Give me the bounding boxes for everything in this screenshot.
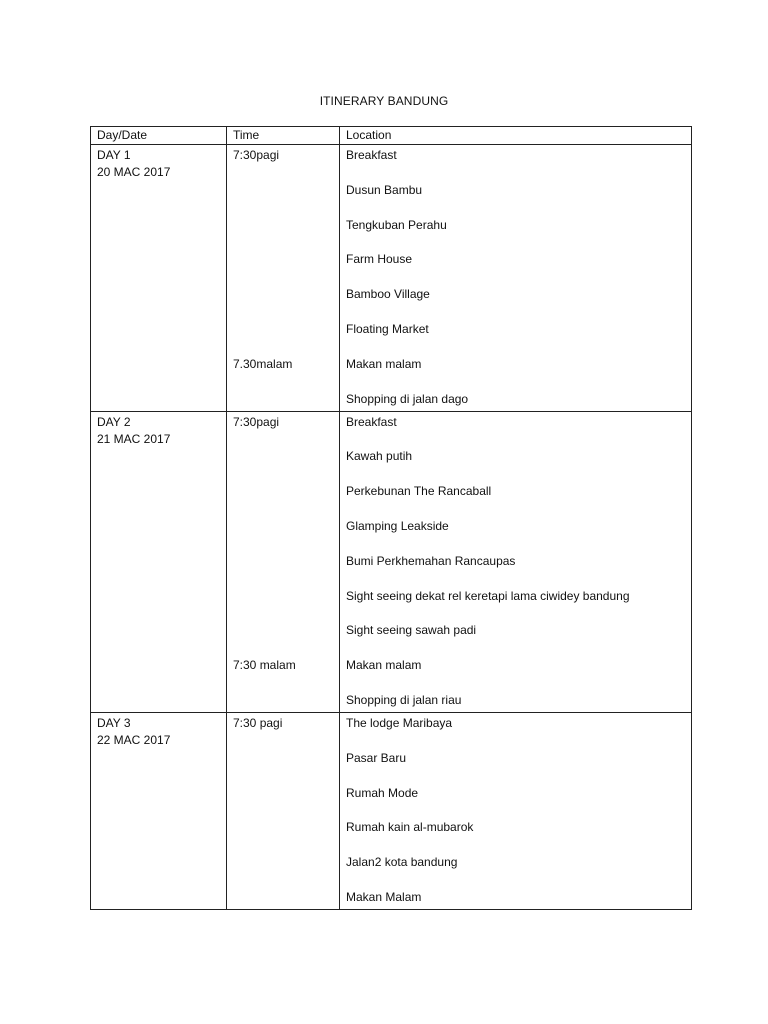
day-date: 22 MAC 2017	[97, 732, 171, 747]
header-location: Location	[340, 127, 692, 145]
location-cell	[340, 145, 692, 412]
location-item: Shopping di jalan dago	[346, 391, 469, 406]
document-title: ITINERARY BANDUNG	[319, 94, 449, 108]
day-date: 21 MAC 2017	[97, 431, 171, 446]
day-cell	[91, 411, 227, 712]
day-label: DAY 3	[97, 715, 131, 730]
time-evening: 7:30 malam	[233, 658, 296, 673]
location-item: Rumah kain al-mubarok	[346, 820, 474, 835]
location-item: Rumah Mode	[346, 785, 419, 800]
location-item: Sight seeing sawah padi	[346, 623, 477, 638]
table-row-day-1	[91, 145, 692, 412]
location-cell	[340, 411, 692, 712]
location-item: Floating Market	[346, 321, 429, 336]
location-item: Makan malam	[346, 658, 422, 673]
location-item: Sight seeing dekat rel keretapi lama ciwidey bandung	[346, 588, 630, 603]
location-item: Makan malam	[346, 356, 422, 371]
location-item: Tengkuban Perahu	[346, 217, 447, 232]
table-row-day-2	[91, 411, 692, 712]
location-item: Perkebunan The Rancaball	[346, 484, 492, 499]
itinerary-table	[90, 126, 692, 910]
location-item: Farm House	[346, 252, 413, 267]
location-item: Glamping Leakside	[346, 518, 449, 533]
time-evening: 7.30malam	[233, 356, 293, 371]
header-day-date: Day/Date	[91, 127, 227, 145]
time-cell	[227, 411, 340, 712]
location-item: Bumi Perkhemahan Rancaupas	[346, 553, 516, 568]
time-cell	[227, 712, 340, 909]
day-label: DAY 2	[97, 414, 131, 429]
time-morning: 7:30pagi	[233, 148, 280, 162]
day-date: 20 MAC 2017	[97, 165, 171, 179]
location-item: The lodge Maribaya	[346, 715, 453, 730]
location-item: Shopping di jalan riau	[346, 692, 462, 707]
header-time: Time	[227, 127, 340, 145]
location-cell	[340, 712, 692, 909]
time-morning: 7:30pagi	[233, 414, 280, 429]
day-cell	[91, 712, 227, 909]
table-row-day-3	[91, 712, 692, 909]
day-cell	[91, 145, 227, 412]
day-label: DAY 1	[97, 148, 131, 162]
time-morning: 7:30 pagi	[233, 715, 283, 730]
location-item: Kawah putih	[346, 449, 413, 464]
location-item: Jalan2 kota bandung	[346, 855, 458, 870]
location-item: Pasar Baru	[346, 750, 407, 765]
time-cell	[227, 145, 340, 412]
location-item: Makan Malam	[346, 889, 422, 904]
location-item: Breakfast	[346, 414, 397, 429]
location-item: Bamboo Village	[346, 287, 430, 302]
location-item: Dusun Bambu	[346, 182, 423, 197]
location-item: Breakfast	[346, 148, 397, 162]
table-header-row	[91, 127, 692, 145]
